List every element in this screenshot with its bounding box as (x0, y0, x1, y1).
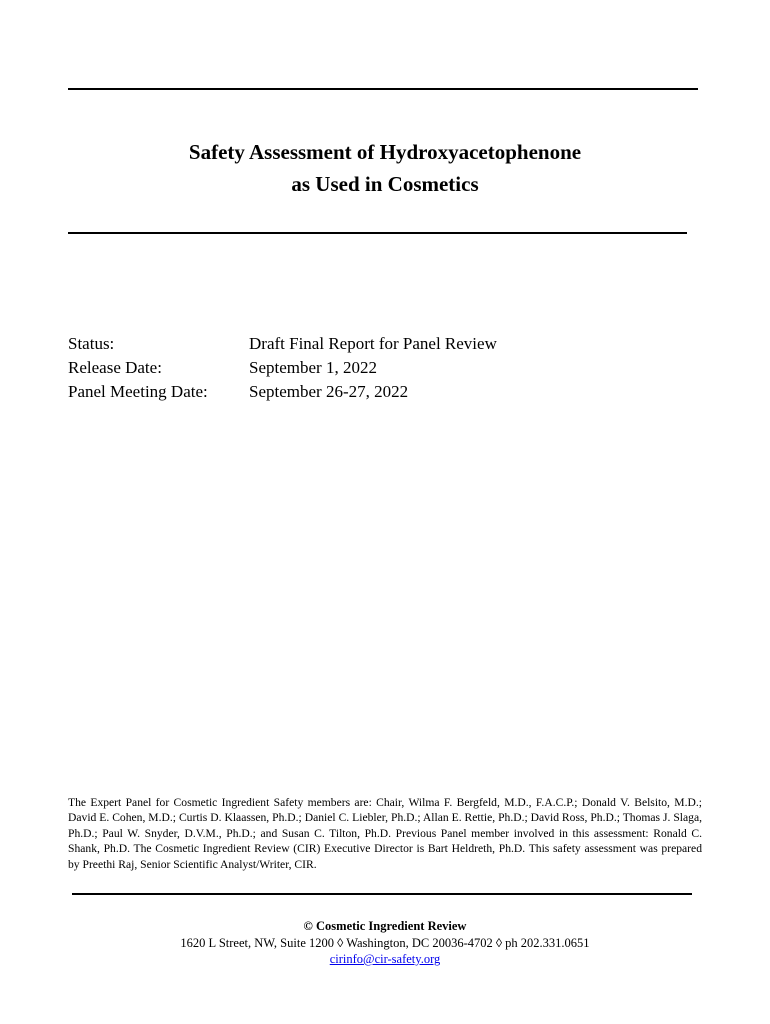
expert-panel-paragraph: The Expert Panel for Cosmetic Ingredient Safety members are: Chair, Wilma F. Bergfeld, M.D., F.A.C.P.; Donald V. Belsito, M.D.; David E. Cohen, M.D.; Curtis D. Klaassen, Ph.D.; Daniel C. Liebler, Ph.D.; Allan E. Rettie, Ph.D.; David Ross, Ph.D.; Thomas J. Slaga, Ph.D.; Paul W. Snyder, D.V.M., Ph.D.; and Susan C. Tilton, Ph.D. Previous Panel member involved in this assessment: Ronald C. Shank, Ph.D. The Cosmetic Ingredient Review (CIR) Executive Director is Bart Heldreth, Ph.D. This safety assessment was prepared by Preethi Raj, Senior Scientific Analyst/Writer, CIR. (68, 796, 702, 871)
footer-divider (72, 893, 692, 895)
panel-meeting-date-row (68, 380, 708, 404)
footer-email-link[interactable]: cirinfo@cir-safety.org (329, 952, 441, 966)
report-metadata (68, 332, 708, 404)
release-date-value: September 1, 2022 (249, 358, 377, 377)
panel-meeting-date-value: September 26-27, 2022 (249, 382, 409, 401)
footer-address: 1620 L Street, NW, Suite 1200 ◊ Washington, DC 20036-4702 ◊ ph 202.331.0651 (180, 935, 590, 950)
title-divider (68, 232, 687, 234)
release-date-row (68, 356, 708, 380)
status-row (68, 332, 708, 356)
release-date-label: Release Date: (68, 358, 162, 377)
footer-organization: © Cosmetic Ingredient Review (303, 919, 467, 933)
top-divider (68, 88, 698, 90)
footer (0, 918, 770, 968)
panel-meeting-date-label: Panel Meeting Date: (68, 382, 208, 401)
document-title (0, 136, 770, 200)
title-line-1: Safety Assessment of Hydroxyacetophenone (188, 140, 582, 164)
status-label: Status: (68, 334, 115, 353)
status-value: Draft Final Report for Panel Review (249, 334, 497, 353)
title-line-2: as Used in Cosmetics (291, 172, 479, 196)
